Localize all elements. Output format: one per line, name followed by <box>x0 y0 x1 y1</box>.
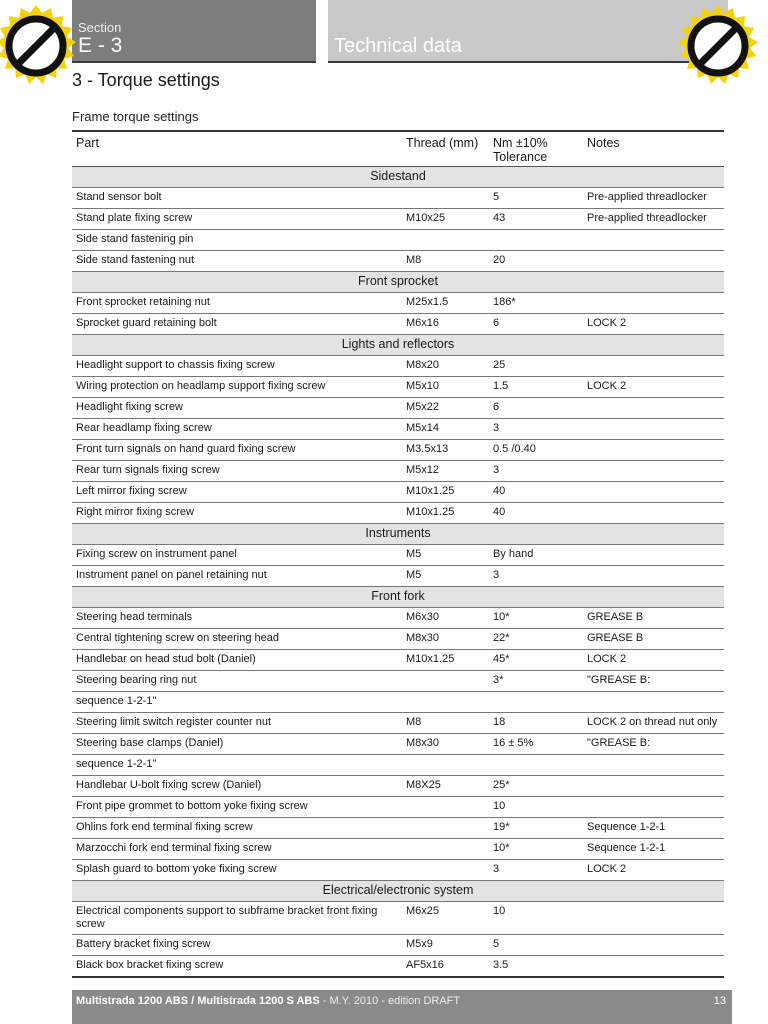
cell-notes <box>583 545 724 566</box>
table-row <box>72 230 724 251</box>
cell-notes <box>583 356 724 377</box>
table-row <box>72 209 724 230</box>
cell-part: sequence 1-2-1" <box>72 755 402 776</box>
chapter-title: Technical data <box>334 35 462 57</box>
footer-model: Multistrada 1200 ABS / Multistrada 1200 S ABS <box>76 995 320 1007</box>
table-row <box>72 398 724 419</box>
table-row <box>72 755 724 776</box>
cell-notes <box>583 956 724 978</box>
cell-part: Steering head terminals <box>72 608 402 629</box>
table-row <box>72 629 724 650</box>
cell-part: Steering base clamps (Daniel) <box>72 734 402 755</box>
cell-torque: 0.5 /0.40 <box>489 440 583 461</box>
table-row <box>72 440 724 461</box>
cell-notes <box>583 419 724 440</box>
cell-part: Stand sensor bolt <box>72 188 402 209</box>
cell-notes: GREASE B <box>583 608 724 629</box>
cell-torque: 3 <box>489 419 583 440</box>
cell-torque: 16 ± 5% <box>489 734 583 755</box>
table-row <box>72 776 724 797</box>
cell-torque: 186* <box>489 293 583 314</box>
cell-thread: AF5x16 <box>402 956 489 978</box>
table-row <box>72 419 724 440</box>
group-label: Front fork <box>72 587 724 608</box>
cell-torque: 40 <box>489 503 583 524</box>
col-header-thread: Thread (mm) <box>402 131 489 167</box>
cell-part: Battery bracket fixing screw <box>72 935 402 956</box>
cell-torque: By hand <box>489 545 583 566</box>
table-row <box>72 356 724 377</box>
table-row <box>72 692 724 713</box>
section-title: 3 - Torque settings <box>72 70 220 90</box>
cell-torque: 10* <box>489 608 583 629</box>
cell-notes <box>583 461 724 482</box>
cell-notes: Sequence 1-2-1 <box>583 818 724 839</box>
cell-thread: M25x1.5 <box>402 293 489 314</box>
cell-notes <box>583 440 724 461</box>
table-caption: Frame torque settings <box>72 109 199 124</box>
table-row <box>72 566 724 587</box>
table-row <box>72 671 724 692</box>
cell-torque: 3 <box>489 461 583 482</box>
page-footer <box>72 990 732 1024</box>
cell-notes: LOCK 2 <box>583 860 724 881</box>
cell-part: sequence 1-2-1" <box>72 692 402 713</box>
cell-torque <box>489 755 583 776</box>
cell-notes <box>583 398 724 419</box>
group-label: Sidestand <box>72 167 724 188</box>
cell-torque: 22* <box>489 629 583 650</box>
cell-torque: 25 <box>489 356 583 377</box>
cell-thread: M8 <box>402 713 489 734</box>
chapter-header <box>328 0 728 62</box>
group-row <box>72 272 724 293</box>
cell-thread: M5 <box>402 566 489 587</box>
table-row <box>72 251 724 272</box>
cell-thread: M10x25 <box>402 209 489 230</box>
cell-part: Sprocket guard retaining bolt <box>72 314 402 335</box>
group-row <box>72 524 724 545</box>
no-entry-badge-icon <box>0 4 78 88</box>
cell-torque: 20 <box>489 251 583 272</box>
cell-torque: 10* <box>489 839 583 860</box>
cell-torque: 3* <box>489 671 583 692</box>
cell-part: Steering limit switch register counter nut <box>72 713 402 734</box>
cell-part: Side stand fastening pin <box>72 230 402 251</box>
cell-torque: 5 <box>489 188 583 209</box>
no-entry-badge-icon <box>676 4 760 88</box>
cell-torque: 40 <box>489 482 583 503</box>
cell-part: Handlebar on head stud bolt (Daniel) <box>72 650 402 671</box>
table-row <box>72 293 724 314</box>
table-row <box>72 713 724 734</box>
cell-part: Side stand fastening nut <box>72 251 402 272</box>
cell-thread: M6x25 <box>402 902 489 935</box>
cell-torque: 10 <box>489 797 583 818</box>
cell-notes: Pre-applied threadlocker <box>583 188 724 209</box>
cell-thread <box>402 692 489 713</box>
cell-notes: LOCK 2 on thread nut only <box>583 713 724 734</box>
cell-part: Headlight support to chassis fixing screw <box>72 356 402 377</box>
table-row <box>72 377 724 398</box>
cell-torque: 3 <box>489 860 583 881</box>
cell-notes: LOCK 2 <box>583 377 724 398</box>
table-row <box>72 503 724 524</box>
page-number: 13 <box>713 995 726 1007</box>
table-row <box>72 734 724 755</box>
table-row <box>72 860 724 881</box>
cell-thread <box>402 818 489 839</box>
cell-thread: M10x1.25 <box>402 482 489 503</box>
cell-notes: "GREASE B: <box>583 734 724 755</box>
cell-thread: M6x16 <box>402 314 489 335</box>
cell-torque: 3.5 <box>489 956 583 978</box>
col-header-part: Part <box>72 131 402 167</box>
cell-thread: M5x14 <box>402 419 489 440</box>
cell-torque: 25* <box>489 776 583 797</box>
cell-thread: M8X25 <box>402 776 489 797</box>
cell-torque: 19* <box>489 818 583 839</box>
cell-torque: 45* <box>489 650 583 671</box>
cell-part: Marzocchi fork end terminal fixing screw <box>72 839 402 860</box>
cell-part: Black box bracket fixing screw <box>72 956 402 978</box>
cell-notes <box>583 293 724 314</box>
table-row <box>72 545 724 566</box>
cell-torque: 43 <box>489 209 583 230</box>
cell-notes <box>583 755 724 776</box>
cell-part: Handlebar U-bolt fixing screw (Daniel) <box>72 776 402 797</box>
section-header <box>72 0 316 62</box>
table-row <box>72 188 724 209</box>
cell-thread <box>402 188 489 209</box>
cell-part: Rear turn signals fixing screw <box>72 461 402 482</box>
group-row <box>72 881 724 902</box>
cell-part: Front turn signals on hand guard fixing screw <box>72 440 402 461</box>
cell-part: Central tightening screw on steering head <box>72 629 402 650</box>
table-row <box>72 650 724 671</box>
cell-notes <box>583 776 724 797</box>
group-row <box>72 335 724 356</box>
cell-part: Rear headlamp fixing screw <box>72 419 402 440</box>
cell-part: Front pipe grommet to bottom yoke fixing screw <box>72 797 402 818</box>
group-row <box>72 587 724 608</box>
group-label: Lights and reflectors <box>72 335 724 356</box>
cell-torque: 6 <box>489 398 583 419</box>
cell-part: Left mirror fixing screw <box>72 482 402 503</box>
cell-thread: M8x30 <box>402 629 489 650</box>
cell-torque: 6 <box>489 314 583 335</box>
cell-thread: M8x20 <box>402 356 489 377</box>
cell-part: Instrument panel on panel retaining nut <box>72 566 402 587</box>
table-row <box>72 839 724 860</box>
cell-thread: M8 <box>402 251 489 272</box>
table-row <box>72 314 724 335</box>
cell-notes: Pre-applied threadlocker <box>583 209 724 230</box>
cell-torque <box>489 692 583 713</box>
header-rule-left <box>72 61 316 63</box>
footer-edition: - M.Y. 2010 - edition DRAFT <box>319 995 461 1007</box>
table-row <box>72 608 724 629</box>
col-header-torque: Nm ±10% Tolerance <box>489 131 583 167</box>
section-label: Section <box>78 20 122 35</box>
cell-notes <box>583 230 724 251</box>
table-row <box>72 956 724 978</box>
cell-thread: M5x22 <box>402 398 489 419</box>
footer-text <box>76 995 460 1007</box>
cell-torque: 3 <box>489 566 583 587</box>
cell-notes: Sequence 1-2-1 <box>583 839 724 860</box>
table-row <box>72 482 724 503</box>
cell-thread: M10x1.25 <box>402 503 489 524</box>
cell-notes <box>583 503 724 524</box>
cell-notes <box>583 692 724 713</box>
table-body <box>72 167 724 978</box>
cell-notes: "GREASE B: <box>583 671 724 692</box>
cell-part: Stand plate fixing screw <box>72 209 402 230</box>
cell-torque: 10 <box>489 902 583 935</box>
cell-thread <box>402 230 489 251</box>
cell-thread <box>402 797 489 818</box>
cell-thread: M5x12 <box>402 461 489 482</box>
cell-part: Electrical components support to subframe bracket front fixing screw <box>72 902 402 935</box>
cell-notes <box>583 797 724 818</box>
cell-thread: M5x9 <box>402 935 489 956</box>
table-row <box>72 461 724 482</box>
cell-torque: 5 <box>489 935 583 956</box>
cell-part: Fixing screw on instrument panel <box>72 545 402 566</box>
cell-notes <box>583 902 724 935</box>
cell-thread <box>402 860 489 881</box>
col-header-notes: Notes <box>583 131 724 167</box>
section-number: E - 3 <box>78 34 123 57</box>
cell-thread <box>402 671 489 692</box>
group-label: Instruments <box>72 524 724 545</box>
cell-part: Wiring protection on headlamp support fixing screw <box>72 377 402 398</box>
cell-notes <box>583 566 724 587</box>
cell-part: Headlight fixing screw <box>72 398 402 419</box>
cell-part: Splash guard to bottom yoke fixing screw <box>72 860 402 881</box>
cell-thread: M10x1.25 <box>402 650 489 671</box>
cell-notes: LOCK 2 <box>583 314 724 335</box>
table-row <box>72 902 724 935</box>
cell-notes: GREASE B <box>583 629 724 650</box>
torque-table <box>72 130 724 978</box>
cell-torque: 1.5 <box>489 377 583 398</box>
cell-part: Steering bearing ring nut <box>72 671 402 692</box>
cell-part: Right mirror fixing screw <box>72 503 402 524</box>
cell-thread: M5x10 <box>402 377 489 398</box>
cell-notes: LOCK 2 <box>583 650 724 671</box>
header-rule-right <box>328 61 728 63</box>
cell-thread: M3.5x13 <box>402 440 489 461</box>
table-row <box>72 797 724 818</box>
cell-notes <box>583 935 724 956</box>
table-header-row <box>72 131 724 167</box>
cell-thread: M6x30 <box>402 608 489 629</box>
cell-thread <box>402 839 489 860</box>
cell-notes <box>583 251 724 272</box>
group-label: Electrical/electronic system <box>72 881 724 902</box>
cell-thread <box>402 755 489 776</box>
table-row <box>72 818 724 839</box>
table-row <box>72 935 724 956</box>
group-label: Front sprocket <box>72 272 724 293</box>
cell-part: Ohlins fork end terminal fixing screw <box>72 818 402 839</box>
cell-torque <box>489 230 583 251</box>
cell-notes <box>583 482 724 503</box>
cell-torque: 18 <box>489 713 583 734</box>
group-row <box>72 167 724 188</box>
cell-part: Front sprocket retaining nut <box>72 293 402 314</box>
cell-thread: M5 <box>402 545 489 566</box>
cell-thread: M8x30 <box>402 734 489 755</box>
